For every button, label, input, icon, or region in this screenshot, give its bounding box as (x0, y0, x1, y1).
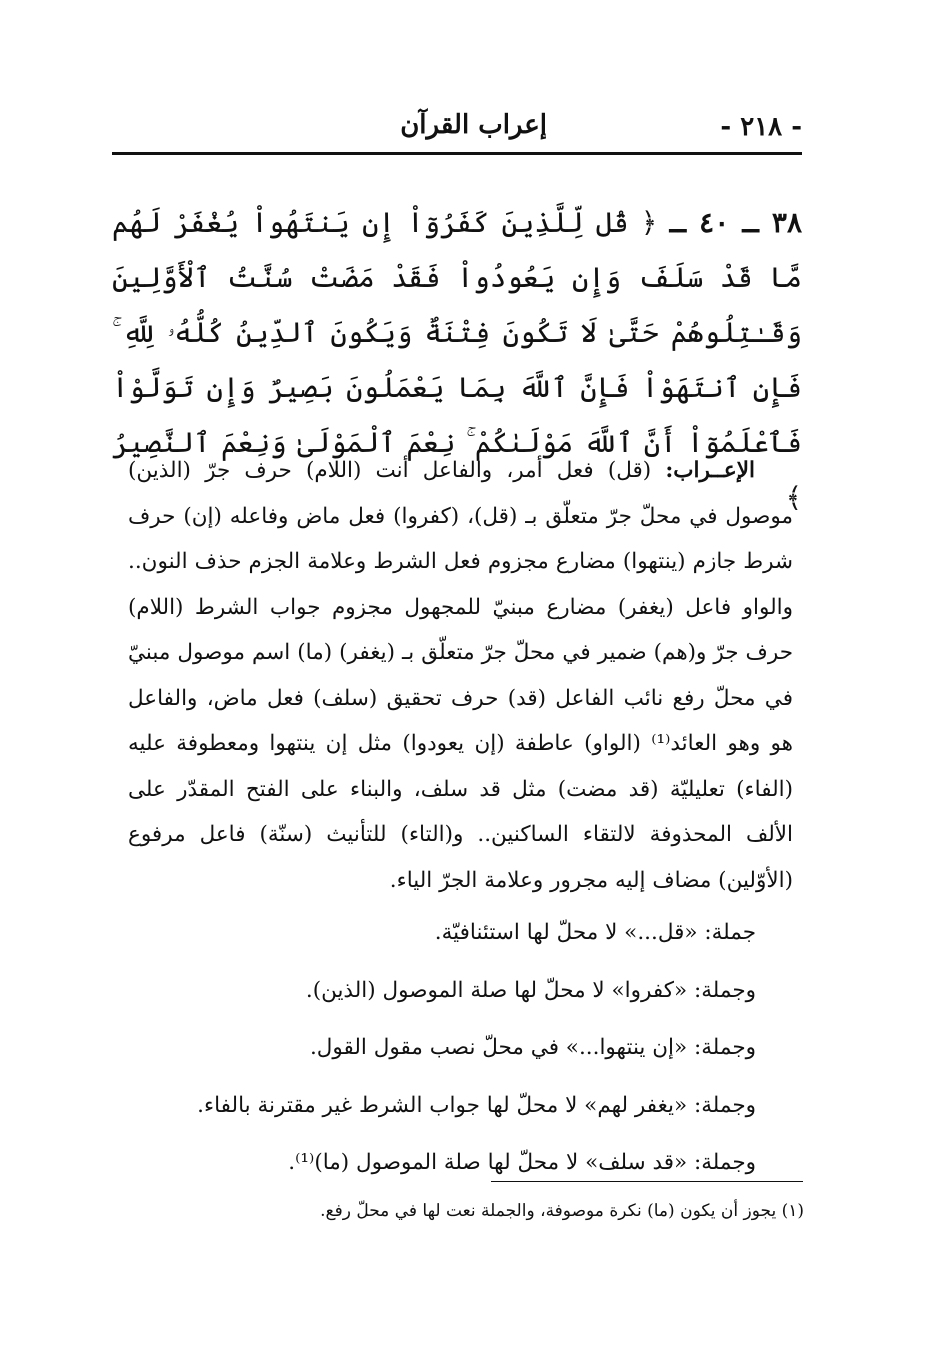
footnote-rule (491, 1181, 803, 1182)
page-header (112, 98, 802, 148)
irab-paragraph (128, 448, 793, 903)
sentence-line: وجملة: «يغفر لهم» لا محلّ لها جواب الشرط غير مقترنة بالفاء. (197, 1092, 756, 1118)
verse-text: ﴿ قُل لِّلَّذِينَ كَفَرُوٓاْ إِن يَنتَهُواْ يُغْفَرْ لَهُم مَّا قَدْ سَلَفَ وَإِن يَعُودُواْ فَقَدْ مَضَتْ سُنَّتُ ٱلْأَوَّلِينَ وَقَـٰتِلُوهُمْ حَتَّىٰ لَا تَكُونَ فِتْنَةٌ وَيَكُونَ ٱلدِّينُ كُلُّهُۥ لِلَّهِ ۚ فَإِنِ ٱنتَهَوْاْ فَإِنَّ ٱللَّهَ بِمَا يَعْمَلُونَ بَصِيرٌ وَإِن تَوَلَّوْاْ فَٱعْلَمُوٓاْ أَنَّ ٱللَّهَ مَوْلَىٰكُمْ ۚ نِعْمَ ٱلْمَوْلَىٰ وَنِعْمَ ٱلنَّصِيرُ ﴾ (112, 206, 802, 514)
running-title: إعراب القرآن (400, 110, 547, 140)
verse-reference: ٣٨ ــ ٤٠ ــ (669, 206, 802, 239)
sentence-line: جملة: «قل...» لا محلّ لها استئنافيّة. (434, 920, 756, 945)
sentence-analysis-list (150, 904, 756, 1192)
header-rule (112, 152, 802, 155)
sentence-line: وجملة: «قد سلف» لا محلّ لها صلة الموصول (ما)⁽¹⁾. (288, 1150, 756, 1175)
irab-heading: الإعــراب: (665, 458, 755, 483)
sentence-line: وجملة: «كفروا» لا محلّ لها صلة الموصول (الذين). (305, 977, 756, 1003)
footnote: (١) يجوز أن يكون (ما) نكرة موصوفة، والجملة نعت لها في محلّ رفع. (320, 1201, 804, 1221)
sentence-line: وجملة: «إن ينتهوا...» في محلّ نصب مقول القول. (309, 1035, 756, 1060)
page-number: - ٢١٨ - (720, 112, 802, 142)
irab-body: (قل) فعل أمر، والفاعل أنت (اللام) حرف جرّ (الذين) موصول في محلّ جرّ متعلّق بـ (قل)، (كفروا) فعل ماض وفاعله (إن) حرف شرط جازم (ينتهوا) مضارع مجزوم فعل الشرط وعلامة الجزم حذف النون.. والواو فاعل (يغفر) مضارع مبنيّ للمجهول مجزوم جواب الشرط (اللام) حرف جرّ و(هم) ضمير في محلّ جرّ متعلّق بـ (يغفر) (ما) اسم موصول مبنيّ في محلّ رفع نائب الفاعل (قد) حرف تحقيق (سلف) فعل ماض، والفاعل هو وهو العائد⁽¹⁾ (الواو) عاطفة (إن يعودوا) مثل إن ينتهوا ومعطوفة عليه (الفاء) تعليليّة (قد مضت) مثل قد سلف، والبناء على الفتح المقدّر على الألف المحذوفة لالتقاء الساكنين.. و(التاء) للتأنيث (سنّة) فاعل مرفوع (الأوّلين) مضاف إليه مجرور وعلامة الجرّ الياء. (128, 458, 794, 893)
